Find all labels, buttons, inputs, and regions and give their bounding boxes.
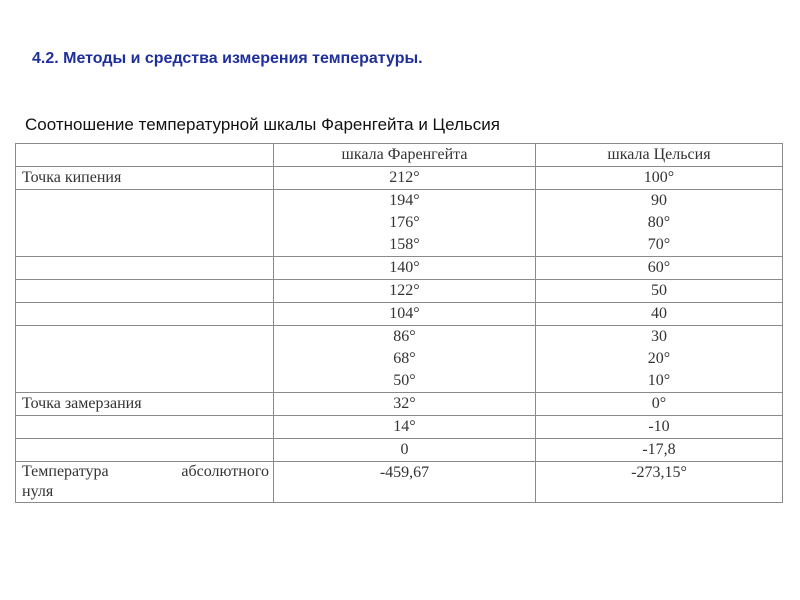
celsius-value: 80°	[647, 214, 671, 231]
celsius-cell	[536, 462, 783, 503]
table-row	[16, 439, 783, 462]
celsius-value: 100°	[643, 169, 675, 186]
celsius-cell	[536, 393, 783, 416]
celsius-value: 70°	[647, 236, 671, 253]
header-label-column	[16, 144, 274, 167]
row-label-line	[22, 462, 269, 482]
table-row	[16, 326, 783, 393]
celsius-value: 0°	[651, 395, 667, 412]
fahrenheit-value: 158°	[389, 236, 420, 253]
row-label	[16, 416, 274, 439]
row-label-word: Температура	[22, 463, 109, 480]
celsius-value: -273,15°	[631, 464, 687, 481]
celsius-cell	[536, 416, 783, 439]
row-label: Точка замерзания	[16, 393, 274, 416]
celsius-value: 40	[651, 305, 667, 322]
fahrenheit-cell	[274, 280, 536, 303]
fahrenheit-cell	[274, 190, 536, 257]
table-row	[16, 167, 783, 190]
celsius-value: 50	[651, 282, 667, 299]
fahrenheit-value: 176°	[389, 214, 420, 231]
fahrenheit-cell	[274, 416, 536, 439]
fahrenheit-cell	[274, 393, 536, 416]
table-row	[16, 190, 783, 257]
fahrenheit-value: 122°	[389, 282, 420, 299]
table-row	[16, 280, 783, 303]
fahrenheit-value: 0	[400, 441, 409, 458]
row-label	[16, 257, 274, 280]
fahrenheit-cell	[274, 257, 536, 280]
table-caption: Соотношение температурной шкалы Фаренгейта и Цельсия	[25, 115, 500, 134]
fahrenheit-cell	[274, 462, 536, 503]
fahrenheit-value: 50°	[393, 372, 416, 389]
celsius-cell	[536, 167, 783, 190]
fahrenheit-value: 32°	[393, 395, 416, 412]
table-header-row	[16, 144, 783, 167]
fahrenheit-value: 140°	[389, 259, 420, 276]
row-label	[16, 303, 274, 326]
row-label	[16, 439, 274, 462]
celsius-value: 60°	[647, 259, 671, 276]
fahrenheit-value: 14°	[393, 418, 416, 435]
row-label-word: абсолютного	[181, 463, 269, 480]
fahrenheit-cell	[274, 326, 536, 393]
fahrenheit-cell	[274, 167, 536, 190]
fahrenheit-value: 194°	[389, 192, 420, 209]
celsius-cell	[536, 439, 783, 462]
fahrenheit-value: -459,67	[379, 464, 430, 481]
celsius-cell	[536, 257, 783, 280]
celsius-value: -17,8	[642, 441, 676, 458]
celsius-cell	[536, 303, 783, 326]
fahrenheit-value: 104°	[389, 305, 420, 322]
row-label	[16, 280, 274, 303]
table-row-absolute-zero	[16, 462, 783, 503]
celsius-value: 30	[651, 328, 667, 345]
row-label	[16, 326, 274, 393]
header-celsius: шкала Цельсия	[536, 144, 783, 167]
row-label	[16, 190, 274, 257]
table-row	[16, 257, 783, 280]
page-heading: 4.2. Методы и средства измерения температуры.	[32, 50, 423, 67]
celsius-cell	[536, 280, 783, 303]
celsius-cell	[536, 190, 783, 257]
fahrenheit-value: 212°	[389, 169, 420, 186]
temperature-table	[15, 143, 783, 503]
row-label-line: нуля	[22, 483, 54, 500]
celsius-value: 20°	[647, 350, 671, 367]
celsius-value: 10°	[647, 372, 671, 389]
fahrenheit-value: 68°	[393, 350, 416, 367]
fahrenheit-value: 86°	[393, 328, 416, 345]
table-row	[16, 303, 783, 326]
table-row	[16, 416, 783, 439]
fahrenheit-cell	[274, 439, 536, 462]
table-row	[16, 393, 783, 416]
celsius-cell	[536, 326, 783, 393]
row-label-absolute-zero	[16, 462, 274, 503]
row-label: Точка кипения	[16, 167, 274, 190]
celsius-value: -10	[648, 418, 670, 435]
fahrenheit-cell	[274, 303, 536, 326]
celsius-value: 90	[651, 192, 667, 209]
header-fahrenheit: шкала Фаренгейта	[274, 144, 536, 167]
